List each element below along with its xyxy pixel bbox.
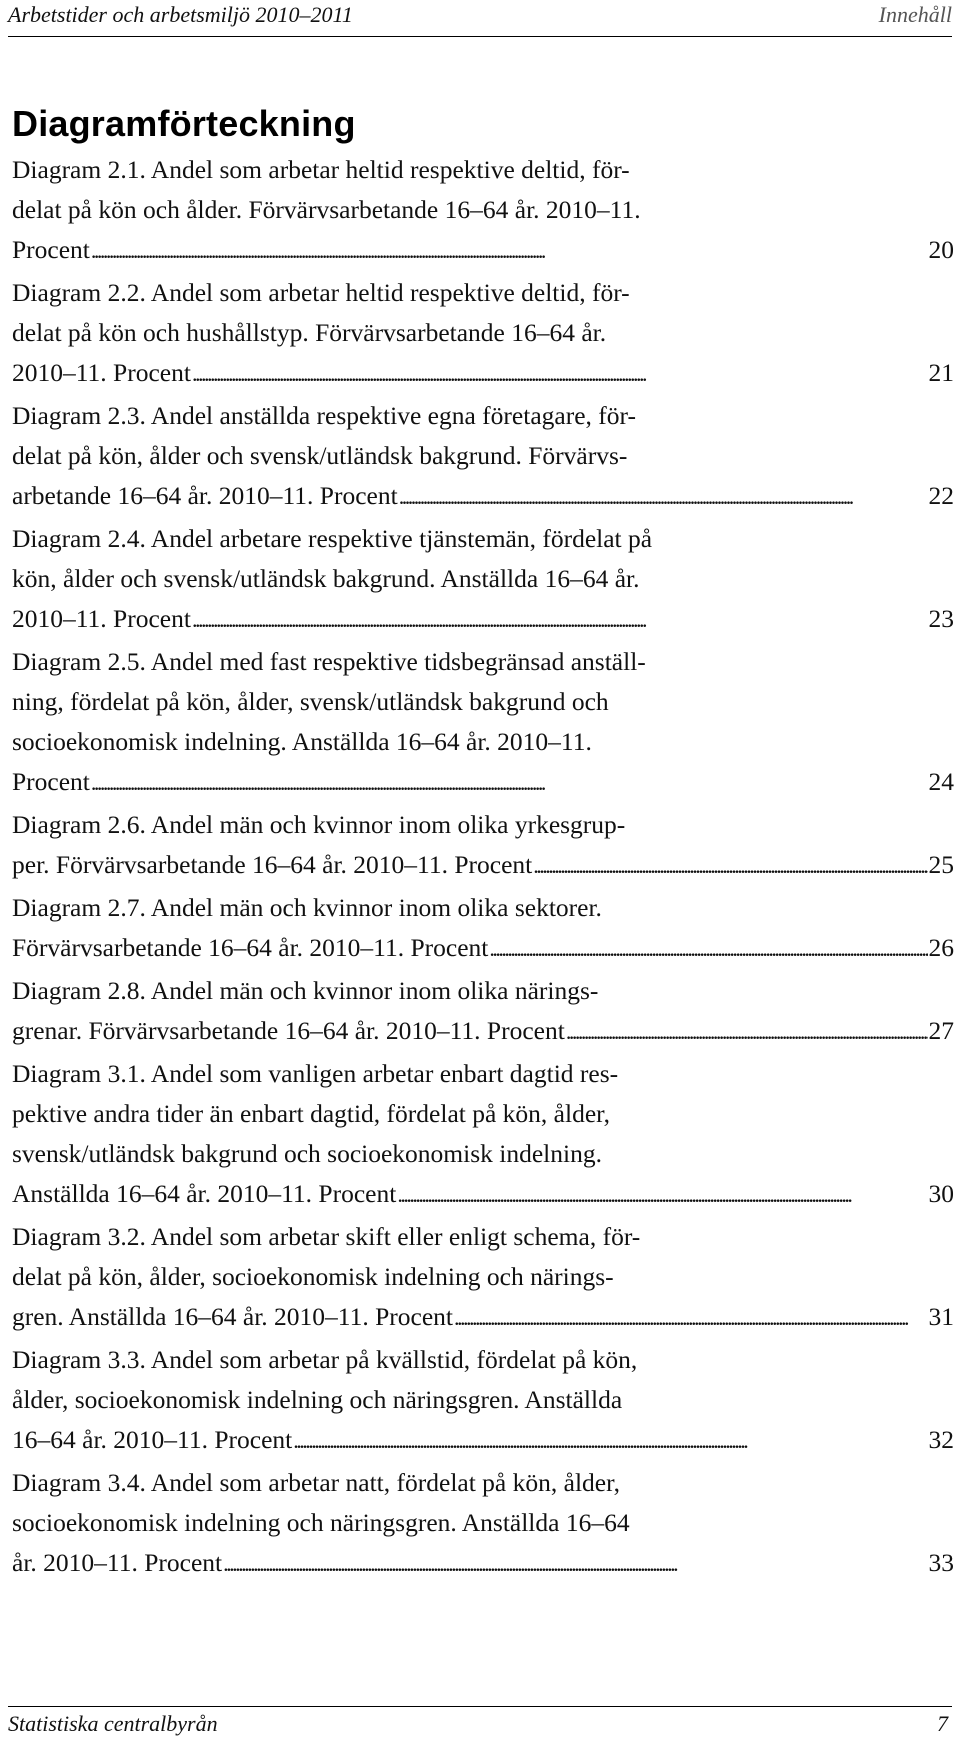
toc-entry-text: år. 2010–11. Procent [12,1548,223,1577]
toc-entry-text: pektive andra tider än enbart dagtid, fördelat på kön, ålder, [12,1099,610,1128]
toc-entry-line [12,1543,954,1583]
toc-entry-text: Diagram 3.1. Andel som vanligen arbetar enbart dagtid res- [12,1059,619,1088]
toc-entry-text: svensk/utländsk bakgrund och socioekonomisk indelning. [12,1139,602,1168]
toc-entry-line [12,1134,954,1174]
toc-entry-text: Diagram 3.2. Andel som arbetar skift eller enligt schema, för- [12,1222,641,1251]
toc-page-number: 25 [928,850,954,879]
toc-entry-line [12,519,954,559]
page-heading: Diagramförteckning [12,103,356,144]
toc-entry-line [12,150,954,190]
toc-entry-text: 2010–11. Procent [12,358,191,387]
toc-page-number: 24 [928,767,954,796]
toc-entry[interactable] [12,396,954,516]
toc-entry-text: Diagram 2.7. Andel män och kvinnor inom olika sektorer. [12,893,602,922]
dot-leader [454,1297,928,1338]
toc-entry-line [12,1257,954,1297]
toc-page-number: 32 [928,1425,954,1454]
toc-entry-line [12,273,954,313]
toc-entry-text: delat på kön och hushållstyp. Förvärvsarbetande 16–64 år. [12,318,607,347]
toc-entry-text: delat på kön, ålder, socioekonomisk indelning och närings- [12,1262,614,1291]
toc-entry-text: kön, ålder och svensk/utländsk bakgrund. Anställda 16–64 år. [12,564,640,593]
toc-entry[interactable] [12,805,954,885]
toc-entry-text: Förvärvsarbetande 16–64 år. 2010–11. Procent [12,933,489,962]
toc-page-number: 27 [928,1016,954,1045]
toc-entry-line [12,1380,954,1420]
toc-entry-line [12,971,954,1011]
dot-leader [397,1174,927,1215]
toc-entry-line [12,1503,954,1543]
toc-entry-line [12,1174,954,1214]
toc-entry-line [12,888,954,928]
toc-entry-line [12,1463,954,1503]
toc-entry-line [12,1420,954,1460]
toc-entry-line [12,599,954,639]
running-footer [8,1706,952,1743]
toc-page-number: 30 [928,1179,954,1208]
dot-leader [91,230,928,271]
toc-entry-text: Diagram 2.8. Andel män och kvinnor inom olika närings- [12,976,599,1005]
toc-entry-line [12,1297,954,1337]
dot-leader [566,1011,928,1052]
toc-entry-text: Procent [12,235,90,264]
toc-page-number: 20 [928,235,954,264]
toc-entry-text: 2010–11. Procent [12,604,191,633]
toc-entry-line [12,559,954,599]
dot-leader [192,353,928,394]
toc-entry-text: arbetande 16–64 år. 2010–11. Procent [12,481,398,510]
toc-entry-text: Diagram 2.5. Andel med fast respektive tidsbegränsad anställ- [12,647,646,676]
toc-page-number: 21 [928,358,954,387]
toc-entry-line [12,190,954,230]
toc-entry-text: Diagram 2.4. Andel arbetare respektive tjänstemän, fördelat på [12,524,653,553]
toc-entry-line [12,642,954,682]
toc-entry-line [12,928,954,968]
toc-entry-text: grenar. Förvärvsarbetande 16–64 år. 2010–11. Procent [12,1016,565,1045]
section-label: Innehåll [878,2,952,27]
toc-entry[interactable] [12,519,954,639]
toc-entry-line [12,845,954,885]
page-number: 7 [937,1711,948,1736]
toc-entry-line [12,682,954,722]
toc-entry-text: Diagram 2.2. Andel som arbetar heltid respektive deltid, för- [12,278,630,307]
toc-entry-text: Diagram 3.3. Andel som arbetar på kvällstid, fördelat på kön, [12,1345,638,1374]
publisher-name: Statistiska centralbyrån [8,1711,218,1736]
toc-entry[interactable] [12,1217,954,1337]
dot-leader [533,845,927,886]
toc-entry-text: Anställda 16–64 år. 2010–11. Procent [12,1179,397,1208]
toc-entry-text: gren. Anställda 16–64 år. 2010–11. Procent [12,1302,453,1331]
toc-entry-line [12,313,954,353]
toc-page-number: 22 [928,481,954,510]
dot-leader [192,599,928,640]
toc-entry-line [12,396,954,436]
toc-entry-text: socioekonomisk indelning och näringsgren. Anställda 16–64 [12,1508,630,1537]
toc-entry[interactable] [12,888,954,968]
toc-entry-line [12,1054,954,1094]
dot-leader [399,476,928,517]
toc-entry[interactable] [12,273,954,393]
toc-entry-line [12,1217,954,1257]
toc-entry-text: ålder, socioekonomisk indelning och näringsgren. Anställda [12,1385,623,1414]
toc-entry-line [12,436,954,476]
toc-entry-line [12,1094,954,1134]
toc-entry-line [12,353,954,393]
toc-entry-text: Diagram 2.3. Andel anställda respektive egna företagare, för- [12,401,636,430]
toc-page-number: 23 [928,604,954,633]
toc-entry[interactable] [12,971,954,1051]
toc-entry[interactable] [12,1340,954,1460]
toc-page-number: 33 [928,1548,954,1577]
toc-entry-text: Procent [12,767,90,796]
dot-leader [91,762,928,803]
toc-entry-text: Diagram 2.1. Andel som arbetar heltid respektive deltid, för- [12,155,630,184]
toc-entry-line [12,476,954,516]
toc-entry-text: ning, fördelat på kön, ålder, svensk/utländsk bakgrund och [12,687,609,716]
dot-leader [223,1543,927,1584]
toc-page-number: 26 [928,933,954,962]
toc-entry[interactable] [12,1054,954,1214]
document-title: Arbetstider och arbetsmiljö 2010–2011 [8,2,353,27]
toc-entry[interactable] [12,1463,954,1583]
dot-leader [293,1420,927,1461]
toc-entry[interactable] [12,150,954,270]
dot-leader [489,928,927,969]
toc-entry-line [12,805,954,845]
toc-entry-text: delat på kön och ålder. Förvärvsarbetande 16–64 år. 2010–11. [12,195,641,224]
toc-entry-text: per. Förvärvsarbetande 16–64 år. 2010–11. Procent [12,850,533,879]
toc-entry-text: socioekonomisk indelning. Anställda 16–64 år. 2010–11. [12,727,592,756]
toc-entry-text: 16–64 år. 2010–11. Procent [12,1425,293,1454]
toc-entry-line [12,762,954,802]
toc-page-number: 31 [928,1302,954,1331]
toc-entry-line [12,230,954,270]
toc-entry-line [12,1011,954,1051]
running-header [8,0,952,37]
toc-entry-text: delat på kön, ålder och svensk/utländsk bakgrund. Förvärvs- [12,441,628,470]
toc-entry-line [12,1340,954,1380]
toc-entry-line [12,722,954,762]
diagram-list [12,150,954,1586]
toc-entry[interactable] [12,642,954,802]
toc-entry-text: Diagram 3.4. Andel som arbetar natt, fördelat på kön, ålder, [12,1468,620,1497]
toc-entry-text: Diagram 2.6. Andel män och kvinnor inom olika yrkesgrup- [12,810,626,839]
